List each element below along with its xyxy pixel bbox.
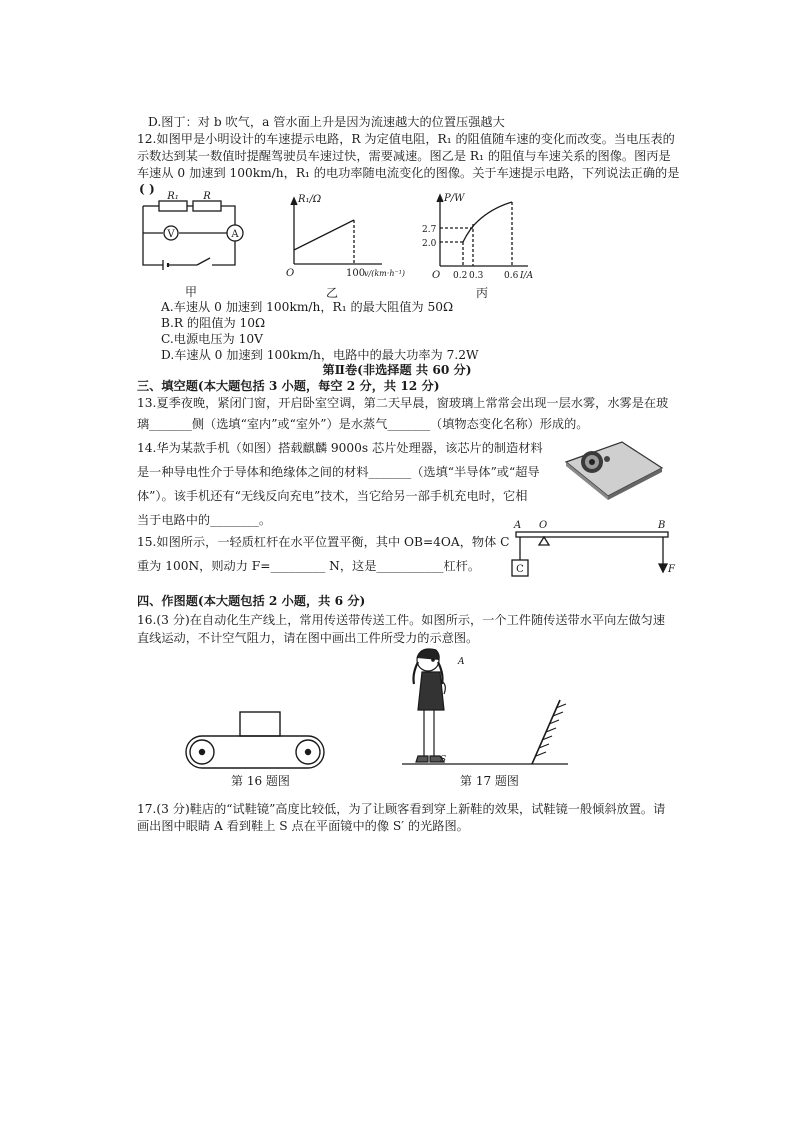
r-label: R bbox=[203, 191, 211, 202]
q14-line1: 14.华为某款手机（如图）搭载麒麟 9000s 芯片处理器，该芯片的制造材料 bbox=[137, 441, 543, 455]
q11-option-d: D.图丁：对 b 吹气，a 管水面上升是因为流速越大的位置压强越大 bbox=[148, 115, 505, 129]
circuit-caption: 甲 bbox=[185, 285, 198, 299]
ammeter-label: A bbox=[231, 229, 239, 240]
graph-p-caption: 丙 bbox=[476, 286, 489, 300]
voltmeter-label: V bbox=[167, 229, 175, 240]
graph-power-vs-current bbox=[420, 190, 540, 285]
graph-p-xlabel: I/A bbox=[520, 271, 534, 281]
circuit-diagram bbox=[135, 190, 245, 290]
q12-line3: 车速从 0 加速到 100km/h，R₁ 的电功率随电流变化的图像。关于车速提示电路，下列说法正确的是 bbox=[137, 166, 680, 180]
graph-r-caption: 乙 bbox=[326, 286, 339, 300]
q12-option-a: A.车速从 0 加速到 100km/h，R₁ 的最大阻值为 50Ω bbox=[161, 300, 454, 314]
part-two-title: 第Ⅱ卷(非选择题 共 60 分) bbox=[322, 363, 472, 377]
graph-p-xtick-2: 0.3 bbox=[469, 271, 484, 281]
section-three-title: 三、填空题(本大题包括 3 小题，每空 2 分，共 12 分) bbox=[137, 379, 440, 393]
q12-option-d: D.车速从 0 加速到 100km/h，电路中的最大功率为 7.2W bbox=[161, 348, 479, 362]
graph-p-xtick-3: 0.6 bbox=[504, 271, 519, 281]
shoe-mirror-diagram bbox=[400, 644, 575, 770]
graph-r1-vs-speed bbox=[282, 190, 406, 285]
q13-line2: 璃_______侧（选填“室内”或“室外”）是水蒸气_______（填物态变化名称）形成的。 bbox=[137, 417, 589, 431]
r1-label: R₁ bbox=[167, 191, 179, 202]
q12-answer-bracket: ( ) bbox=[139, 182, 155, 196]
q14-line4: 当于电路中的________。 bbox=[137, 513, 272, 527]
fig17-eye-a: A bbox=[458, 657, 465, 667]
graph-p-origin: O bbox=[432, 270, 441, 281]
lever-diagram bbox=[508, 516, 678, 588]
lever-object-c: C bbox=[516, 564, 524, 575]
graph-r-xtick: 100 bbox=[346, 268, 366, 279]
q13-line1: 13.夏季夜晚，紧闭门窗，开启卧室空调，第二天早晨，窗玻璃上常常会出现一层水雾，水雾是在玻 bbox=[137, 396, 669, 410]
q12-line2: 示数达到某一数值时提醒驾驶员车速过快，需要减速。图乙是 R₁ 的阻值与车速关系的图像。图丙是 bbox=[137, 149, 671, 163]
lever-point-b: B bbox=[658, 520, 666, 531]
graph-p-xtick-1: 0.2 bbox=[453, 271, 468, 281]
graph-r-xlabel: v/(km·h⁻¹) bbox=[364, 269, 406, 278]
q14-line3: 体”）。该手机还有“无线反向充电”技术，当它给另一部手机充电时，它相 bbox=[137, 489, 528, 503]
q12-line1: 12.如图甲是小明设计的车速提示电路，R 为定值电阻，R₁ 的阻值随车速的变化而改变。当电压表的 bbox=[137, 132, 675, 146]
fig16-caption: 第 16 题图 bbox=[231, 774, 290, 788]
graph-r-ylabel: R₁/Ω bbox=[298, 194, 322, 205]
q12-option-c: C.电源电压为 10V bbox=[161, 332, 263, 346]
q12-option-b: B.R 的阻值为 10Ω bbox=[161, 316, 266, 330]
q16-line2: 直线运动，不计空气阻力，请在图中画出工件所受力的示意图。 bbox=[137, 631, 479, 645]
q15-line1: 15.如图所示，一轻质杠杆在水平位置平衡，其中 OB=4OA，物体 C bbox=[137, 535, 510, 549]
graph-p-ylabel: P/W bbox=[444, 193, 465, 204]
graph-p-ytick-1: 2.7 bbox=[422, 225, 437, 235]
graph-r-origin: O bbox=[286, 268, 295, 279]
fig17-caption: 第 17 题图 bbox=[460, 774, 519, 788]
lever-point-o: O bbox=[539, 520, 548, 531]
q14-line2: 是一种导电性介于导体和绝缘体之间的材料_______（选填“半导体”或“超导 bbox=[137, 465, 540, 479]
section-four-title: 四、作图题(本大题包括 2 小题，共 6 分) bbox=[137, 594, 366, 608]
q15-line2: 重为 100N，则动力 F=_________ N，这是___________杠杆。 bbox=[137, 559, 481, 573]
lever-force-f: F bbox=[668, 564, 675, 575]
lever-point-a: A bbox=[514, 520, 522, 531]
graph-p-ytick-2: 2.0 bbox=[422, 239, 437, 249]
phone-image bbox=[562, 438, 664, 500]
fig17-shoe-s: S bbox=[440, 755, 447, 765]
q17-line2: 画出图中眼睛 A 看到鞋上 S 点在平面镜中的像 S′ 的光路图。 bbox=[137, 819, 469, 833]
conveyor-belt-diagram bbox=[180, 708, 330, 770]
q17-line1: 17.(3 分)鞋店的“试鞋镜”高度比较低，为了让顾客看到穿上新鞋的效果，试鞋镜一般倾斜放置。请 bbox=[137, 802, 666, 816]
q16-line1: 16.(3 分)在自动化生产线上，常用传送带传送工件。如图所示，一个工件随传送带水平向左做匀速 bbox=[137, 613, 666, 627]
